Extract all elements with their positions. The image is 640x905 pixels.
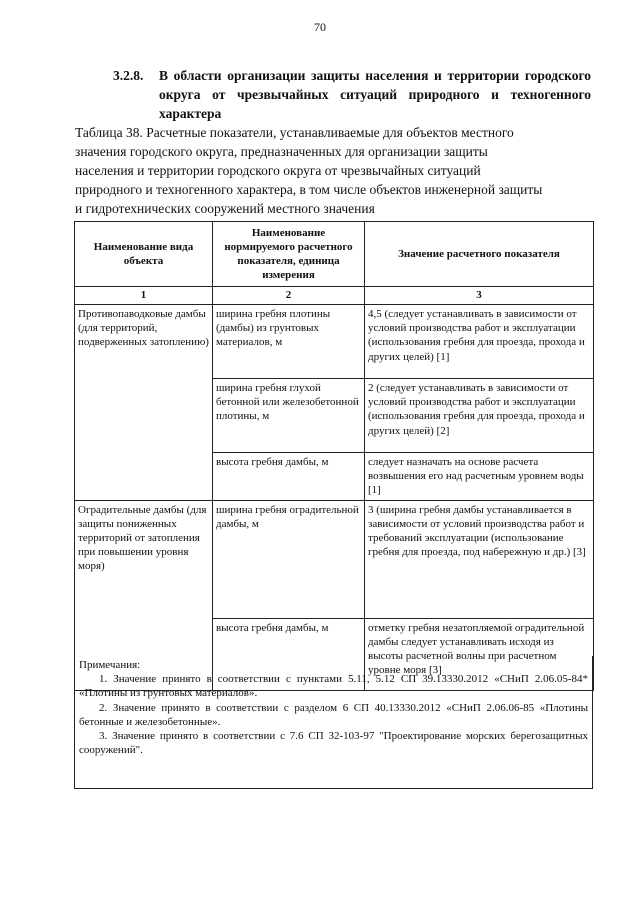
table-row [75,305,594,379]
value-cell: отметку гребня незатопляемой оградительной дамбы следует устанавливать исходя из высоты расчетной волны при расчетном уровне моря [3] [365,618,594,690]
header-object-type: Наименование вида объекта [75,222,213,287]
indicator-cell: высота гребня дамбы, м [213,618,365,690]
section-heading [113,66,591,123]
indicators-table [74,221,594,691]
value-cell: следует назначать на основе расчета возвышения его над расчетным уровнем воды [1] [365,453,594,501]
value-cell: 3 (ширина гребня дамбы устанавливается в зависимости от условий производства работ и требований эксплуатации (использование гребня для проезда, под набережную и др.) [3] [365,500,594,618]
note-item: 1. Значение принято в соответствии с пунктами 5.11, 5.12 СП 39.13330.2012 «СНиП 2.06.05-84* «Плотины из грунтовых материалов». [79,673,588,700]
object-type-cell: Противопаводковые дамбы (для территорий, подверженных затоплению) [75,305,213,501]
column-number: 2 [213,287,365,305]
table-header-row [75,222,594,287]
page-number: 70 [314,20,326,34]
section-number: 3.2.8. [113,68,144,83]
indicator-cell: ширина гребня плотины (дамбы) из грунтовых материалов, м [213,305,365,379]
value-cell: 4,5 (следует устанавливать в зависимости от условий производства работ и эксплуатации (использования гребня для проезда, прохода и других целей) [1] [365,305,594,379]
column-number: 1 [75,287,213,305]
indicator-cell: высота гребня дамбы, м [213,453,365,501]
column-number: 3 [365,287,594,305]
notes-heading: Примечания: [79,659,141,671]
object-type-cell: Оградительные дамбы (для защиты пониженных территорий от затопления при повышении уровня моря) [75,500,213,690]
indicator-cell: ширина гребня оградительной дамбы, м [213,500,365,618]
indicator-cell: ширина гребня глухой бетонной или железобетонной плотины, м [213,379,365,453]
column-number-row [75,287,594,305]
note-item: 2. Значение принято в соответствии с разделом 6 СП 40.13330.2012 «СНиП 2.06.06-85 «Плотины бетонные и железобетонные». [79,701,588,728]
header-value: Значение расчетного показателя [365,222,594,287]
header-indicator: Наименование нормируемого расчетного показателя, единица измерения [213,222,365,287]
value-cell: 2 (следует устанавливать в зависимости от условий производства работ и эксплуатации (использования гребня для проезда, прохода и других целей) [2] [365,379,594,453]
table-row [75,500,594,618]
note-item: 3. Значение принято в соответствии с 7.6 СП 32-103-97 "Проектирование морских берегозащитных сооружений". [79,730,588,757]
table-notes [74,656,593,789]
table-caption: Таблица 38. Расчетные показатели, устанавливаемые для объектов местного значения городского округа, предназначенных для организации защиты населения и территории городского округа от чрезвычайных ситуаций природного и техногенного характера, в том числе объектов инженерной защиты и гидротехнических сооружений местного значения [75,125,543,216]
section-title: В области организации защиты населения и территории городского округа от чрезвычайных ситуаций природного и техногенного характера [159,68,591,121]
